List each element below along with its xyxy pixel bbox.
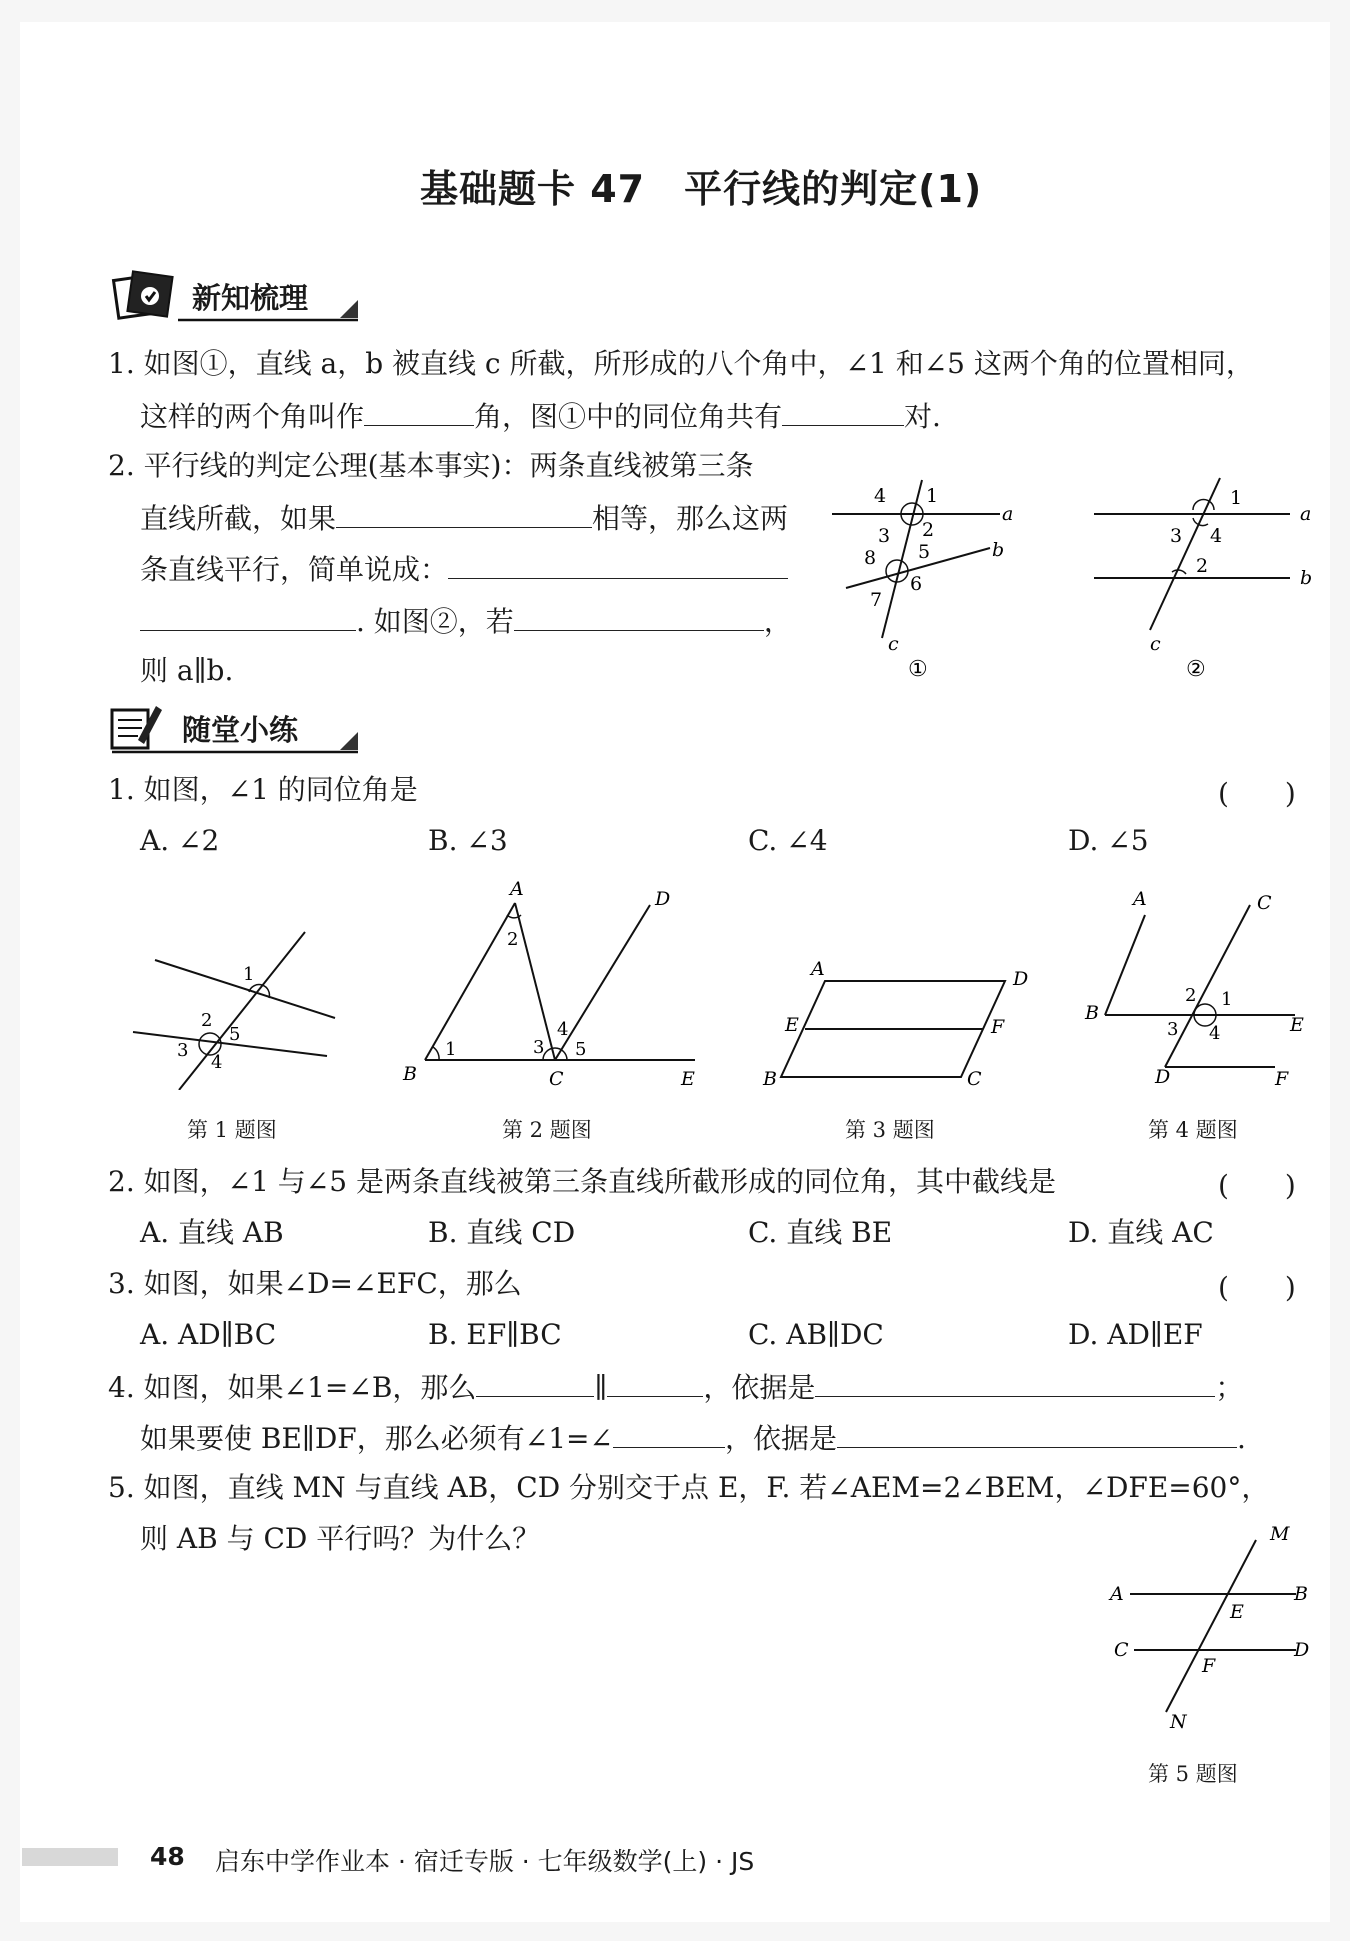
svg-text:D: D	[655, 888, 671, 910]
svg-text:A: A	[1110, 1583, 1124, 1605]
q2-line2: 直线所截，如果 相等，那么这两	[140, 497, 788, 539]
svg-text:1: 1	[1221, 989, 1233, 1010]
svg-text:8: 8	[864, 547, 877, 569]
figure-q1	[125, 920, 355, 1090]
page-number: 48	[150, 1842, 185, 1871]
q4-line2: 如果要使 BE∥DF，那么必须有∠1=∠ ，依据是 .	[140, 1417, 1246, 1459]
svg-text:D: D	[1155, 1066, 1171, 1088]
svg-text:4: 4	[1209, 1023, 1221, 1044]
svg-text:2: 2	[1185, 985, 1197, 1006]
figure-caption: 第 5 题图	[1148, 1762, 1238, 1786]
svg-text:A: A	[1133, 888, 1147, 910]
option-c[interactable]: C. 直线 BE	[748, 1216, 893, 1249]
svg-text:4: 4	[874, 485, 887, 507]
q2-line3: 条直线平行，简单说成：	[140, 548, 788, 590]
option-d[interactable]: D. 直线 AC	[1068, 1216, 1214, 1249]
figure-caption: 第 3 题图	[845, 1118, 935, 1142]
svg-text:2: 2	[201, 1010, 213, 1031]
q5-line1: 5. 如图，直线 MN 与直线 AB，CD 分别交于点 E，F. 若∠AEM=2∠BEM，∠DFE=60°，	[108, 1471, 1270, 1504]
svg-text:a: a	[1300, 503, 1312, 525]
svg-text:3: 3	[1167, 1019, 1179, 1040]
figure-caption: 第 4 题图	[1148, 1118, 1238, 1142]
svg-text:1: 1	[926, 485, 939, 507]
svg-text:5: 5	[229, 1024, 241, 1045]
q1-stem: 1. 如图，∠1 的同位角是	[108, 773, 418, 806]
q2-line4: . 如图②，若 ，	[140, 600, 792, 642]
q1-line1: 1. 如图①，直线 a，b 被直线 c 所截，所形成的八个角中，∠1 和∠5 这两个角的位置相同，	[108, 347, 1254, 380]
section-heading: 新知梳理	[192, 281, 309, 315]
answer-paren[interactable]: ( )	[1218, 777, 1296, 810]
option-b[interactable]: B. 直线 CD	[428, 1216, 576, 1249]
q4-line1: 4. 如图，如果∠1=∠B，那么 ∥ ，依据是 ；	[108, 1366, 1243, 1408]
svg-text:B: B	[763, 1068, 777, 1090]
q3-stem: 3. 如图，如果∠D=∠EFC，那么	[108, 1267, 522, 1300]
answer-blank[interactable]	[140, 600, 356, 631]
page-title: 基础题卡 47 平行线的判定(1)	[420, 167, 983, 211]
answer-blank[interactable]	[336, 497, 592, 528]
svg-text:1: 1	[243, 964, 255, 985]
option-b[interactable]: B. EF∥BC	[428, 1318, 562, 1351]
svg-text:3: 3	[533, 1037, 545, 1058]
answer-paren[interactable]: ( )	[1218, 1169, 1296, 1202]
figure-2-caption: ②	[1186, 657, 1206, 682]
section-heading: 随堂小练	[182, 713, 299, 747]
answer-paren[interactable]: ( )	[1218, 1271, 1296, 1304]
svg-text:C: C	[1257, 892, 1272, 914]
svg-text:7: 7	[870, 589, 883, 611]
answer-blank[interactable]	[782, 395, 904, 426]
svg-text:D: D	[1013, 968, 1029, 990]
q5-line2: 则 AB 与 CD 平行吗？为什么？	[140, 1522, 541, 1555]
svg-text:3: 3	[1170, 525, 1183, 547]
svg-text:3: 3	[878, 525, 891, 547]
svg-text:N: N	[1170, 1711, 1187, 1733]
option-d[interactable]: D. AD∥EF	[1068, 1318, 1203, 1351]
figure-q3	[755, 955, 1045, 1090]
svg-text:F: F	[991, 1016, 1005, 1038]
figure-caption: 第 2 题图	[502, 1118, 592, 1142]
svg-text:B: B	[1085, 1002, 1099, 1024]
svg-text:2: 2	[507, 929, 519, 950]
footer-bar	[22, 1848, 118, 1866]
svg-text:c: c	[888, 633, 899, 655]
option-c[interactable]: C. ∠4	[748, 824, 828, 857]
q2-line1: 2. 平行线的判定公理(基本事实)：两条直线被第三条	[108, 449, 754, 482]
svg-text:C: C	[549, 1068, 564, 1090]
svg-text:E: E	[1230, 1601, 1244, 1623]
option-a[interactable]: A. AD∥BC	[140, 1318, 277, 1351]
svg-text:B: B	[403, 1063, 417, 1085]
answer-blank[interactable]	[607, 1366, 703, 1397]
figure-2	[1090, 470, 1320, 690]
svg-text:C: C	[1114, 1639, 1129, 1661]
svg-text:E: E	[1290, 1014, 1304, 1036]
svg-text:6: 6	[910, 573, 923, 595]
answer-blank[interactable]	[364, 395, 474, 426]
svg-text:3: 3	[177, 1040, 189, 1061]
svg-text:1: 1	[1230, 487, 1243, 509]
option-d[interactable]: D. ∠5	[1068, 824, 1149, 857]
svg-text:F: F	[1202, 1655, 1216, 1677]
q2-line5: 则 a∥b.	[140, 654, 234, 687]
option-a[interactable]: A. ∠2	[140, 824, 220, 857]
answer-blank[interactable]	[514, 600, 764, 631]
svg-text:2: 2	[1196, 555, 1209, 577]
option-c[interactable]: C. AB∥DC	[748, 1318, 884, 1351]
answer-blank[interactable]	[476, 1366, 594, 1397]
book-title: 启东中学作业本 · 宿迁专版 · 七年级数学(上) · JS	[215, 1847, 755, 1876]
option-a[interactable]: A. 直线 AB	[140, 1216, 284, 1249]
q1-line2: 这样的两个角叫作 角，图①中的同位角共有 对.	[140, 395, 941, 437]
svg-text:a: a	[1002, 503, 1014, 525]
svg-text:E: E	[785, 1014, 799, 1036]
svg-text:D: D	[1294, 1639, 1310, 1661]
svg-text:A: A	[510, 878, 524, 900]
answer-blank[interactable]	[448, 548, 788, 579]
svg-text:b: b	[992, 539, 1005, 561]
svg-text:4: 4	[1210, 525, 1223, 547]
svg-text:2: 2	[922, 519, 935, 541]
svg-text:5: 5	[575, 1039, 587, 1060]
svg-text:F: F	[1275, 1068, 1289, 1090]
svg-text:C: C	[967, 1068, 982, 1090]
figure-caption: 第 1 题图	[187, 1118, 277, 1142]
svg-text:M: M	[1270, 1523, 1290, 1545]
figure-1	[830, 470, 1030, 690]
svg-text:4: 4	[557, 1019, 569, 1040]
figure-1-caption: ①	[908, 657, 928, 682]
svg-text:1: 1	[445, 1039, 457, 1060]
figure-q5	[1100, 1520, 1320, 1740]
svg-text:c: c	[1150, 633, 1161, 655]
answer-blank[interactable]	[837, 1417, 1237, 1448]
svg-text:5: 5	[918, 541, 931, 563]
svg-text:b: b	[1300, 567, 1313, 589]
option-b[interactable]: B. ∠3	[428, 824, 508, 857]
svg-text:B: B	[1294, 1583, 1308, 1605]
svg-text:A: A	[811, 958, 825, 980]
figure-q4	[1075, 875, 1325, 1090]
svg-text:E: E	[681, 1068, 695, 1090]
figure-q2	[395, 875, 705, 1090]
q2-stem: 2. 如图，∠1 与∠5 是两条直线被第三条直线所截形成的同位角，其中截线是	[108, 1165, 1056, 1198]
svg-text:4: 4	[211, 1052, 223, 1073]
answer-blank[interactable]	[815, 1366, 1215, 1397]
answer-blank[interactable]	[613, 1417, 725, 1448]
